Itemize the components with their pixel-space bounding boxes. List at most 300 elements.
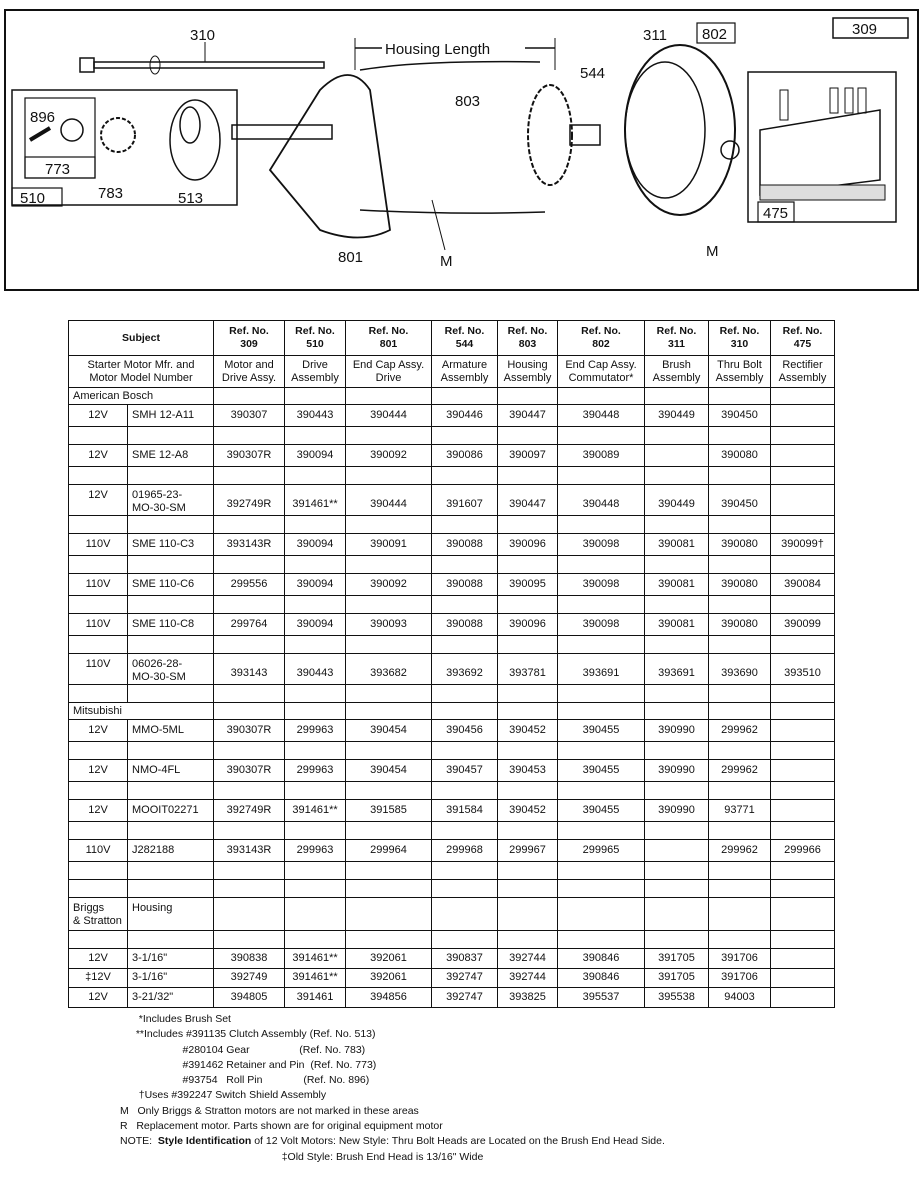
empty-cell [214,388,285,405]
header-ref-510: Ref. No. 510 [285,321,346,356]
empty-cell [214,467,285,485]
empty-cell [285,467,346,485]
header-part-309: Motor and Drive Assy. [214,356,285,388]
empty-cell [558,898,645,931]
part-number-510: 391461 [285,988,346,1008]
empty-cell [432,931,498,949]
part-number-475 [771,988,835,1008]
part-number-475 [771,760,835,782]
empty-cell [645,556,709,574]
part-number-802: 390089 [558,445,645,467]
empty-cell [645,931,709,949]
part-number-802: 390455 [558,760,645,782]
part-number-544: 390446 [432,405,498,427]
empty-cell [771,427,835,445]
empty-cell [346,703,432,720]
empty-cell [498,862,558,880]
empty-cell [69,556,128,574]
part-number-510: 299963 [285,760,346,782]
part-number-310: 390080 [709,614,771,636]
empty-cell [432,703,498,720]
empty-cell [69,931,128,949]
empty-cell [771,703,835,720]
part-number-801: 390444 [346,485,432,516]
empty-cell [285,685,346,703]
part-number-311: 390081 [645,614,709,636]
part-number-309: 390307R [214,760,285,782]
table-row [69,988,835,1008]
empty-cell [498,931,558,949]
part-number-311: 390990 [645,800,709,822]
empty-cell [285,880,346,898]
empty-cell [69,427,128,445]
part-number-510: 390094 [285,614,346,636]
part-number-310: 393690 [709,654,771,685]
old-style-note: ‡Old Style: Brush End Head is 13/16" Wide [130,1150,484,1163]
part-number-311: 390449 [645,405,709,427]
part-number-802: 390455 [558,720,645,742]
empty-cell [285,427,346,445]
empty-cell [128,427,214,445]
voltage-cell: 12V [69,760,128,782]
voltage-cell: 110V [69,654,128,685]
footnotes [120,1012,665,1165]
part-number-510: 390443 [285,654,346,685]
empty-cell [558,467,645,485]
table-row [69,614,835,636]
part-number-311: 391705 [645,949,709,969]
empty-cell [771,898,835,931]
model-label: Housing [128,898,214,931]
empty-cell [346,931,432,949]
table-row [69,405,835,427]
empty-cell [645,596,709,614]
part-number-311: 391705 [645,968,709,988]
model-cell: SME 12-A8 [128,445,214,467]
label-513: 513 [178,190,204,207]
empty-cell [285,596,346,614]
spacer-row [69,931,835,949]
part-number-309: 299556 [214,574,285,596]
part-number-802: 390098 [558,574,645,596]
label-801: 801 [338,249,364,266]
part-number-803: 390095 [498,574,558,596]
empty-cell [214,862,285,880]
header-ref-310: Ref. No. 310 [709,321,771,356]
part-number-803: 390447 [498,405,558,427]
part-number-801: 390091 [346,534,432,556]
label-544: 544 [580,65,606,82]
part-number-475 [771,720,835,742]
header-part-510: Drive Assembly [285,356,346,388]
part-number-544: 390086 [432,445,498,467]
part-number-475 [771,405,835,427]
empty-cell [346,862,432,880]
part-number-309: 393143R [214,534,285,556]
voltage-cell: 110V [69,574,128,596]
empty-cell [645,427,709,445]
empty-cell [709,880,771,898]
empty-cell [214,822,285,840]
part-number-309: 393143 [214,654,285,685]
model-cell: SMH 12-A11 [128,405,214,427]
part-number-802: 390448 [558,405,645,427]
part-number-311: 395538 [645,988,709,1008]
header-part-803: Housing Assembly [498,356,558,388]
spacer-row [69,822,835,840]
part-number-510: 391461** [285,485,346,516]
spacer-row [69,782,835,800]
model-cell: MMO-5ML [128,720,214,742]
spacer-row [69,880,835,898]
empty-cell [645,862,709,880]
part-number-544: 391584 [432,800,498,822]
empty-cell [498,685,558,703]
voltage-cell: 12V [69,949,128,969]
header-ref-803: Ref. No. 803 [498,321,558,356]
empty-cell [558,862,645,880]
part-number-544: 390088 [432,574,498,596]
label-311: 311 [643,27,667,44]
label-housing-length: Housing Length [385,41,491,58]
part-number-310: 390450 [709,405,771,427]
table-row [69,760,835,782]
manufacturer-label: Mitsubishi [69,703,214,720]
part-number-510: 391461** [285,968,346,988]
empty-cell [498,636,558,654]
empty-cell [346,596,432,614]
part-number-801: 394856 [346,988,432,1008]
part-number-803: 392744 [498,949,558,969]
part-number-311: 393691 [645,654,709,685]
part-number-309: 392749R [214,800,285,822]
table-row [69,485,835,516]
empty-cell [346,467,432,485]
empty-cell [69,862,128,880]
spacer-row [69,427,835,445]
empty-cell [645,880,709,898]
empty-cell [285,516,346,534]
header-ref-801: Ref. No. 801 [346,321,432,356]
empty-cell [128,880,214,898]
label-m-2: M [706,243,719,260]
empty-cell [214,427,285,445]
part-number-310: 299962 [709,760,771,782]
part-number-309: 390307 [214,405,285,427]
part-number-803: 393825 [498,988,558,1008]
voltage-cell: 110V [69,534,128,556]
part-number-510: 299963 [285,720,346,742]
voltage-cell: 12V [69,445,128,467]
part-number-311: 390449 [645,485,709,516]
empty-cell [709,388,771,405]
part-number-801: 390092 [346,445,432,467]
empty-cell [285,742,346,760]
part-number-803: 390447 [498,485,558,516]
empty-cell [709,427,771,445]
empty-cell [558,742,645,760]
part-number-802: 390098 [558,614,645,636]
empty-cell [69,685,128,703]
empty-cell [69,636,128,654]
part-number-311: 390990 [645,720,709,742]
part-number-544: 391607 [432,485,498,516]
part-number-510: 391461** [285,949,346,969]
part-number-310: 390450 [709,485,771,516]
empty-cell [69,742,128,760]
label-803: 803 [455,93,481,110]
empty-cell [432,427,498,445]
empty-cell [558,388,645,405]
empty-cell [285,898,346,931]
part-number-803: 392744 [498,968,558,988]
part-number-475: 390099† [771,534,835,556]
part-number-801: 392061 [346,968,432,988]
empty-cell [214,685,285,703]
empty-cell [771,467,835,485]
part-number-309: 393143R [214,840,285,862]
empty-cell [214,636,285,654]
empty-cell [558,427,645,445]
model-cell: SME 110-C8 [128,614,214,636]
footnote: M Only Briggs & Stratton motors are not marked in these areas [120,1104,419,1117]
part-number-801: 391585 [346,800,432,822]
empty-cell [498,467,558,485]
part-number-803: 393781 [498,654,558,685]
part-number-309: 392749 [214,968,285,988]
empty-cell [498,880,558,898]
empty-cell [128,742,214,760]
model-cell: MOOIT02271 [128,800,214,822]
voltage-cell: 110V [69,840,128,862]
part-number-475 [771,968,835,988]
footnote: #391462 Retainer and Pin (Ref. No. 773) [130,1058,377,1071]
spacer-row [69,742,835,760]
part-number-309: 392749R [214,485,285,516]
part-number-310: 93771 [709,800,771,822]
part-number-475: 393510 [771,654,835,685]
spacer-row [69,467,835,485]
empty-cell [128,822,214,840]
empty-cell [645,685,709,703]
part-number-544: 390457 [432,760,498,782]
empty-cell [69,782,128,800]
part-number-510: 390443 [285,405,346,427]
part-number-544: 390088 [432,614,498,636]
empty-cell [645,388,709,405]
header-ref-475: Ref. No. 475 [771,321,835,356]
part-number-802: 390455 [558,800,645,822]
header-row-parts [69,356,835,388]
empty-cell [214,898,285,931]
empty-cell [558,596,645,614]
empty-cell [709,898,771,931]
part-number-802: 390098 [558,534,645,556]
empty-cell [498,556,558,574]
part-number-803: 390096 [498,614,558,636]
part-number-475 [771,445,835,467]
empty-cell [214,516,285,534]
header-part-311: Brush Assembly [645,356,709,388]
label-309: 309 [852,21,878,38]
empty-cell [771,931,835,949]
empty-cell [285,782,346,800]
empty-cell [645,898,709,931]
voltage-cell: 12V [69,485,128,516]
empty-cell [432,898,498,931]
empty-cell [558,685,645,703]
part-number-311 [645,840,709,862]
voltage-cell: 12V [69,988,128,1008]
table-row [69,445,835,467]
empty-cell [498,388,558,405]
empty-cell [709,931,771,949]
part-number-801: 390092 [346,574,432,596]
model-cell: SME 110-C6 [128,574,214,596]
empty-cell [645,467,709,485]
empty-cell [69,822,128,840]
model-cell: 3-21/32" [128,988,214,1008]
part-number-544: 392747 [432,988,498,1008]
table-row [69,654,835,685]
empty-cell [432,782,498,800]
empty-cell [645,703,709,720]
part-number-475 [771,800,835,822]
part-number-802: 299965 [558,840,645,862]
part-number-803: 390096 [498,534,558,556]
empty-cell [645,516,709,534]
empty-cell [69,880,128,898]
empty-cell [69,467,128,485]
empty-cell [128,782,214,800]
label-510: 510 [20,190,46,207]
empty-cell [214,556,285,574]
empty-cell [285,931,346,949]
empty-cell [432,556,498,574]
table-row [69,968,835,988]
header-part-544: Armature Assembly [432,356,498,388]
part-number-544: 392747 [432,968,498,988]
empty-cell [69,516,128,534]
empty-cell [128,467,214,485]
voltage-cell: ‡12V [69,968,128,988]
empty-cell [346,685,432,703]
part-number-802: 395537 [558,988,645,1008]
empty-cell [128,862,214,880]
part-number-803: 390452 [498,800,558,822]
empty-cell [128,636,214,654]
empty-cell [709,596,771,614]
part-number-801: 299964 [346,840,432,862]
table-row [69,800,835,822]
part-number-510: 391461** [285,800,346,822]
empty-cell [558,880,645,898]
spacer-row [69,685,835,703]
spacer-row [69,862,835,880]
empty-cell [645,782,709,800]
empty-cell [498,742,558,760]
spacer-row [69,516,835,534]
model-cell: J282188 [128,840,214,862]
empty-cell [498,516,558,534]
empty-cell [498,703,558,720]
empty-cell [346,556,432,574]
empty-cell [709,822,771,840]
empty-cell [432,467,498,485]
table-row [69,534,835,556]
empty-cell [771,685,835,703]
empty-cell [558,822,645,840]
empty-cell [498,898,558,931]
empty-cell [346,742,432,760]
label-475: 475 [763,205,789,222]
footnote: #280104 Gear (Ref. No. 783) [130,1043,366,1056]
part-number-802: 390448 [558,485,645,516]
header-part-475: Rectifier Assembly [771,356,835,388]
empty-cell [432,516,498,534]
empty-cell [285,556,346,574]
part-number-475 [771,485,835,516]
footnote: #93754 Roll Pin (Ref. No. 896) [130,1074,370,1087]
empty-cell [432,880,498,898]
header-ref-309: Ref. No. 309 [214,321,285,356]
empty-cell [214,742,285,760]
part-number-801: 390454 [346,760,432,782]
empty-cell [214,596,285,614]
empty-cell [709,862,771,880]
empty-cell [432,636,498,654]
empty-cell [771,782,835,800]
voltage-cell: 12V [69,405,128,427]
table-row [69,949,835,969]
part-number-309: 299764 [214,614,285,636]
empty-cell [285,822,346,840]
empty-cell [285,703,346,720]
empty-cell [645,636,709,654]
model-cell: 06026-28- MO-30-SM [128,654,214,685]
label-896: 896 [30,109,56,126]
part-number-544: 390088 [432,534,498,556]
empty-cell [709,556,771,574]
model-cell: SME 110-C3 [128,534,214,556]
spacer-row [69,636,835,654]
model-cell: 3-1/16" [128,968,214,988]
part-number-802: 390846 [558,968,645,988]
empty-cell [432,822,498,840]
empty-cell [645,742,709,760]
empty-cell [771,742,835,760]
empty-cell [128,596,214,614]
footnote: R Replacement motor. Parts shown are for original equipment motor [120,1120,443,1133]
part-number-309: 390307R [214,445,285,467]
empty-cell [285,862,346,880]
empty-cell [346,880,432,898]
part-number-310: 390080 [709,534,771,556]
empty-cell [558,636,645,654]
group-row [69,703,835,720]
empty-cell [128,931,214,949]
empty-cell [214,782,285,800]
empty-cell [128,516,214,534]
empty-cell [346,636,432,654]
header-subject: Subject [69,321,214,356]
empty-cell [346,427,432,445]
part-number-475: 390099 [771,614,835,636]
voltage-cell: 110V [69,614,128,636]
part-number-510: 390094 [285,574,346,596]
empty-cell [214,931,285,949]
empty-cell [346,898,432,931]
